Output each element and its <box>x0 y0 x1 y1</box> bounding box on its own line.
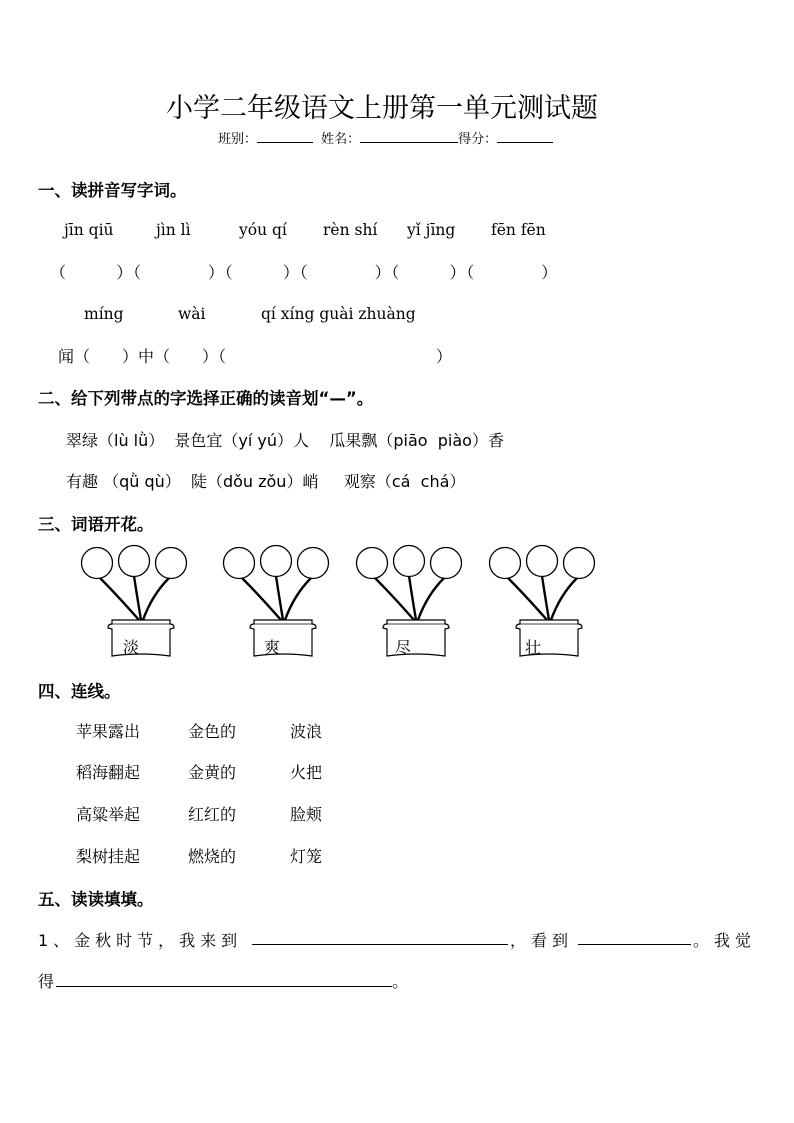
fill-text-5: 。 <box>392 972 409 991</box>
flower-4 <box>490 546 595 657</box>
pronunciation-line-2[interactable]: 有趣 （qǜ qù） 陡（dǒu zǒu）峭 观察（cá chá） <box>66 472 466 491</box>
score-field[interactable] <box>497 128 553 143</box>
section-1-heading: 一、读拼音写字词。 <box>38 181 187 200</box>
match-item-col1[interactable]: 高粱举起 <box>76 805 141 824</box>
student-info-line <box>218 128 553 147</box>
flower-char: 淡 <box>123 638 140 657</box>
fill-blank-feeling[interactable] <box>56 986 392 987</box>
answer-brackets-row2[interactable]: 闻（ ）中（ ）（ ） <box>58 347 453 366</box>
score-label: 得分： <box>458 132 498 147</box>
fill-text-2: ，看到 <box>510 931 574 950</box>
match-item-col2[interactable]: 金黄的 <box>188 763 237 782</box>
section-4-heading: 四、连线。 <box>38 682 121 701</box>
pinyin-item: fēn fēn <box>491 221 546 239</box>
match-item-col3[interactable]: 灯笼 <box>290 847 323 866</box>
match-item-col1[interactable]: 梨树挂起 <box>76 847 141 866</box>
fill-text-1: 1、金秋时节，我来到 <box>38 931 243 950</box>
match-item-col3[interactable]: 波浪 <box>290 722 323 741</box>
name-label: 姓名： <box>321 132 361 147</box>
fill-blank-saw[interactable] <box>578 944 691 945</box>
section-2-heading: 二、给下列带点的字选择正确的读音划“—”。 <box>38 389 374 408</box>
flower-char: 尽 <box>395 638 412 657</box>
pinyin-item: yǐ jīng <box>407 221 456 239</box>
flower-char: 壮 <box>525 638 542 657</box>
match-item-col1[interactable]: 苹果露出 <box>76 722 141 741</box>
fill-blank-place[interactable] <box>252 944 508 945</box>
match-item-col3[interactable]: 脸颊 <box>290 805 323 824</box>
pinyin-item: wài <box>178 305 206 323</box>
pinyin-item: yóu qí <box>239 221 287 239</box>
pinyin-item: rèn shí <box>323 221 378 239</box>
class-field[interactable] <box>257 128 313 143</box>
section-3-heading: 三、词语开花。 <box>38 515 154 534</box>
answer-brackets-row1[interactable]: （ ）（ ）（ ）（ ）（ ）（ ） <box>50 263 558 282</box>
section-5-heading: 五、读读填填。 <box>38 890 154 909</box>
name-field[interactable] <box>360 128 458 143</box>
pinyin-item: míng <box>84 305 124 323</box>
match-item-col3[interactable]: 火把 <box>290 763 323 782</box>
pronunciation-line-1[interactable]: 翠绿（lù lǜ） 景色宜（yí yú）人 瓜果飘（piāo piào）香 <box>66 431 504 450</box>
page-title: 小学二年级语文上册第一单元测试题 <box>166 93 598 124</box>
pinyin-item: qí xíng guài zhuàng <box>261 305 416 323</box>
match-item-col2[interactable]: 红红的 <box>188 805 237 824</box>
match-item-col2[interactable]: 金色的 <box>188 722 237 741</box>
flower-char: 爽 <box>264 638 281 657</box>
fill-text-3: 。我觉 <box>693 931 757 950</box>
match-item-col1[interactable]: 稻海翻起 <box>76 763 141 782</box>
fill-text-4: 得 <box>38 972 55 991</box>
match-item-col2[interactable]: 燃烧的 <box>188 847 237 866</box>
pinyin-item: jīn qiū <box>64 221 114 239</box>
class-label: 班别： <box>218 132 258 147</box>
pinyin-item: jìn lì <box>156 221 191 239</box>
